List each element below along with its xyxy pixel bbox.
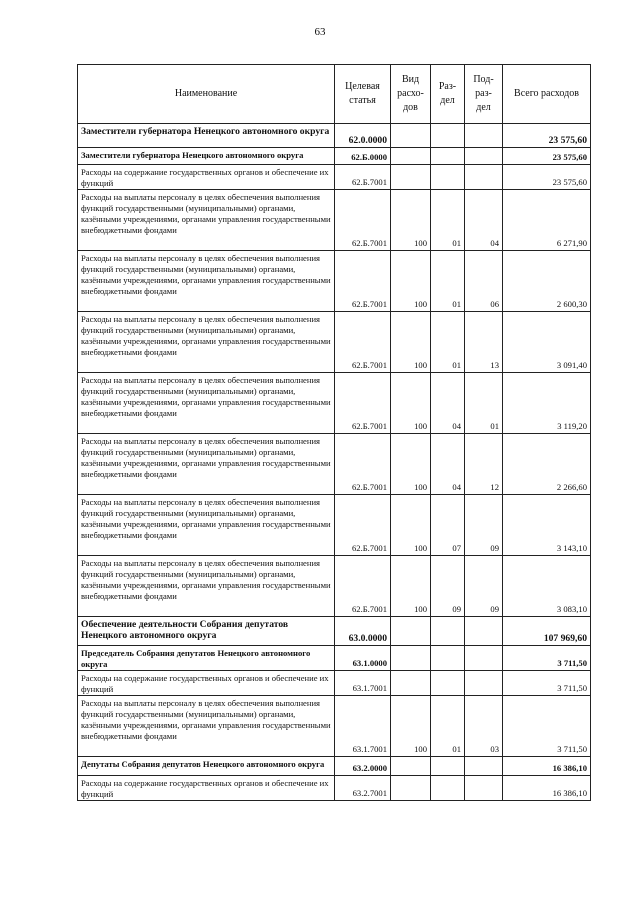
header-target-article: Целевая статья	[335, 65, 391, 124]
cell-kind: 100	[391, 434, 431, 495]
cell-section	[431, 776, 465, 801]
table-row	[78, 434, 591, 495]
header-expense-kind: Вид расхо-дов	[391, 65, 431, 124]
cell-section: 09	[431, 556, 465, 617]
cell-target: 63.2.0000	[335, 757, 391, 776]
cell-kind	[391, 757, 431, 776]
cell-total: 23 575,60	[503, 124, 591, 148]
cell-kind	[391, 148, 431, 165]
table-header-row	[78, 65, 591, 124]
cell-target: 62.Б.7001	[335, 190, 391, 251]
cell-subsection: 13	[465, 312, 503, 373]
cell-target: 62.Б.7001	[335, 495, 391, 556]
budget-table	[77, 64, 591, 801]
cell-kind	[391, 671, 431, 696]
table-row	[78, 556, 591, 617]
cell-name: Обеспечение деятельности Собрания депутатов Ненецкого автономного округа	[78, 617, 335, 646]
table-row	[78, 373, 591, 434]
table-body	[78, 124, 591, 801]
cell-section: 01	[431, 251, 465, 312]
cell-section	[431, 148, 465, 165]
cell-target: 62.Б.0000	[335, 148, 391, 165]
cell-total: 3 143,10	[503, 495, 591, 556]
cell-target: 62.Б.7001	[335, 434, 391, 495]
table-row	[78, 617, 591, 646]
cell-section: 04	[431, 373, 465, 434]
cell-name: Расходы на выплаты персоналу в целях обеспечения выполнения функций государственными (муниципальными) органами, казёнными учреждениями, органами управления государственными внебюджетными фондами	[78, 556, 335, 617]
header-section: Раз-дел	[431, 65, 465, 124]
cell-name: Расходы на выплаты персоналу в целях обеспечения выполнения функций государственными (муниципальными) органами, казёнными учреждениями, органами управления государственными внебюджетными фондами	[78, 696, 335, 757]
cell-kind: 100	[391, 190, 431, 251]
cell-subsection: 12	[465, 434, 503, 495]
cell-total: 23 575,60	[503, 148, 591, 165]
table-row	[78, 671, 591, 696]
cell-section: 07	[431, 495, 465, 556]
cell-section: 01	[431, 312, 465, 373]
cell-target: 62.0.0000	[335, 124, 391, 148]
cell-subsection	[465, 757, 503, 776]
cell-subsection: 01	[465, 373, 503, 434]
cell-section	[431, 165, 465, 190]
cell-target: 63.1.7001	[335, 671, 391, 696]
cell-kind	[391, 617, 431, 646]
cell-section	[431, 617, 465, 646]
cell-kind: 100	[391, 696, 431, 757]
header-name: Наименование	[78, 65, 335, 124]
cell-kind: 100	[391, 373, 431, 434]
cell-total: 3 119,20	[503, 373, 591, 434]
cell-section: 04	[431, 434, 465, 495]
table-row	[78, 124, 591, 148]
cell-kind	[391, 124, 431, 148]
cell-total: 3 711,50	[503, 671, 591, 696]
cell-target: 62.Б.7001	[335, 251, 391, 312]
cell-total: 16 386,10	[503, 757, 591, 776]
cell-subsection	[465, 617, 503, 646]
cell-name: Председатель Собрания депутатов Ненецкого автономного округа	[78, 646, 335, 671]
cell-section	[431, 124, 465, 148]
table-row	[78, 165, 591, 190]
table-row	[78, 646, 591, 671]
cell-name: Заместители губернатора Ненецкого автономного округа	[78, 124, 335, 148]
table-row	[78, 757, 591, 776]
cell-total: 2 266,60	[503, 434, 591, 495]
cell-total: 3 083,10	[503, 556, 591, 617]
cell-kind: 100	[391, 312, 431, 373]
cell-target: 62.Б.7001	[335, 373, 391, 434]
cell-target: 62.Б.7001	[335, 556, 391, 617]
header-total: Всего расходов	[503, 65, 591, 124]
cell-kind: 100	[391, 495, 431, 556]
cell-subsection: 09	[465, 556, 503, 617]
cell-kind	[391, 646, 431, 671]
cell-kind: 100	[391, 556, 431, 617]
cell-target: 62.Б.7001	[335, 165, 391, 190]
cell-subsection: 03	[465, 696, 503, 757]
table-row	[78, 495, 591, 556]
cell-section: 01	[431, 190, 465, 251]
cell-name: Заместители губернатора Ненецкого автономного округа	[78, 148, 335, 165]
cell-subsection: 06	[465, 251, 503, 312]
cell-subsection	[465, 776, 503, 801]
cell-kind	[391, 165, 431, 190]
table-row	[78, 148, 591, 165]
cell-name: Расходы на выплаты персоналу в целях обеспечения выполнения функций государственными (муниципальными) органами, казёнными учреждениями, органами управления государственными внебюджетными фондами	[78, 251, 335, 312]
cell-name: Расходы на содержание государственных органов и обеспечение их функций	[78, 165, 335, 190]
table-row	[78, 776, 591, 801]
cell-name: Расходы на выплаты персоналу в целях обеспечения выполнения функций государственными (муниципальными) органами, казёнными учреждениями, органами управления государственными внебюджетными фондами	[78, 312, 335, 373]
cell-total: 3 711,50	[503, 696, 591, 757]
cell-name: Расходы на выплаты персоналу в целях обеспечения выполнения функций государственными (муниципальными) органами, казёнными учреждениями, органами управления государственными внебюджетными фондами	[78, 190, 335, 251]
table-row	[78, 312, 591, 373]
page-number: 63	[314, 26, 326, 38]
table-row	[78, 190, 591, 251]
cell-total: 3 091,40	[503, 312, 591, 373]
cell-section: 01	[431, 696, 465, 757]
cell-target: 63.2.7001	[335, 776, 391, 801]
cell-subsection	[465, 148, 503, 165]
table-row	[78, 251, 591, 312]
cell-name: Расходы на выплаты персоналу в целях обеспечения выполнения функций государственными (муниципальными) органами, казёнными учреждениями, органами управления государственными внебюджетными фондами	[78, 495, 335, 556]
cell-target: 63.0.0000	[335, 617, 391, 646]
cell-name: Расходы на выплаты персоналу в целях обеспечения выполнения функций государственными (муниципальными) органами, казёнными учреждениями, органами управления государственными внебюджетными фондами	[78, 434, 335, 495]
table-row	[78, 696, 591, 757]
cell-total: 6 271,90	[503, 190, 591, 251]
cell-subsection: 04	[465, 190, 503, 251]
cell-total: 107 969,60	[503, 617, 591, 646]
cell-total: 16 386,10	[503, 776, 591, 801]
header-subsection: Под-раз-дел	[465, 65, 503, 124]
cell-kind: 100	[391, 251, 431, 312]
cell-total: 23 575,60	[503, 165, 591, 190]
cell-name: Расходы на содержание государственных органов и обеспечение их функций	[78, 776, 335, 801]
cell-subsection	[465, 124, 503, 148]
cell-total: 3 711,50	[503, 646, 591, 671]
cell-section	[431, 757, 465, 776]
cell-subsection	[465, 165, 503, 190]
cell-name: Расходы на выплаты персоналу в целях обеспечения выполнения функций государственными (муниципальными) органами, казёнными учреждениями, органами управления государственными внебюджетными фондами	[78, 373, 335, 434]
cell-target: 63.1.7001	[335, 696, 391, 757]
cell-name: Расходы на содержание государственных органов и обеспечение их функций	[78, 671, 335, 696]
cell-target: 63.1.0000	[335, 646, 391, 671]
cell-kind	[391, 776, 431, 801]
cell-section	[431, 646, 465, 671]
cell-subsection	[465, 671, 503, 696]
cell-subsection: 09	[465, 495, 503, 556]
cell-section	[431, 671, 465, 696]
cell-total: 2 600,30	[503, 251, 591, 312]
cell-name: Депутаты Собрания депутатов Ненецкого автономного округа	[78, 757, 335, 776]
cell-target: 62.Б.7001	[335, 312, 391, 373]
cell-subsection	[465, 646, 503, 671]
